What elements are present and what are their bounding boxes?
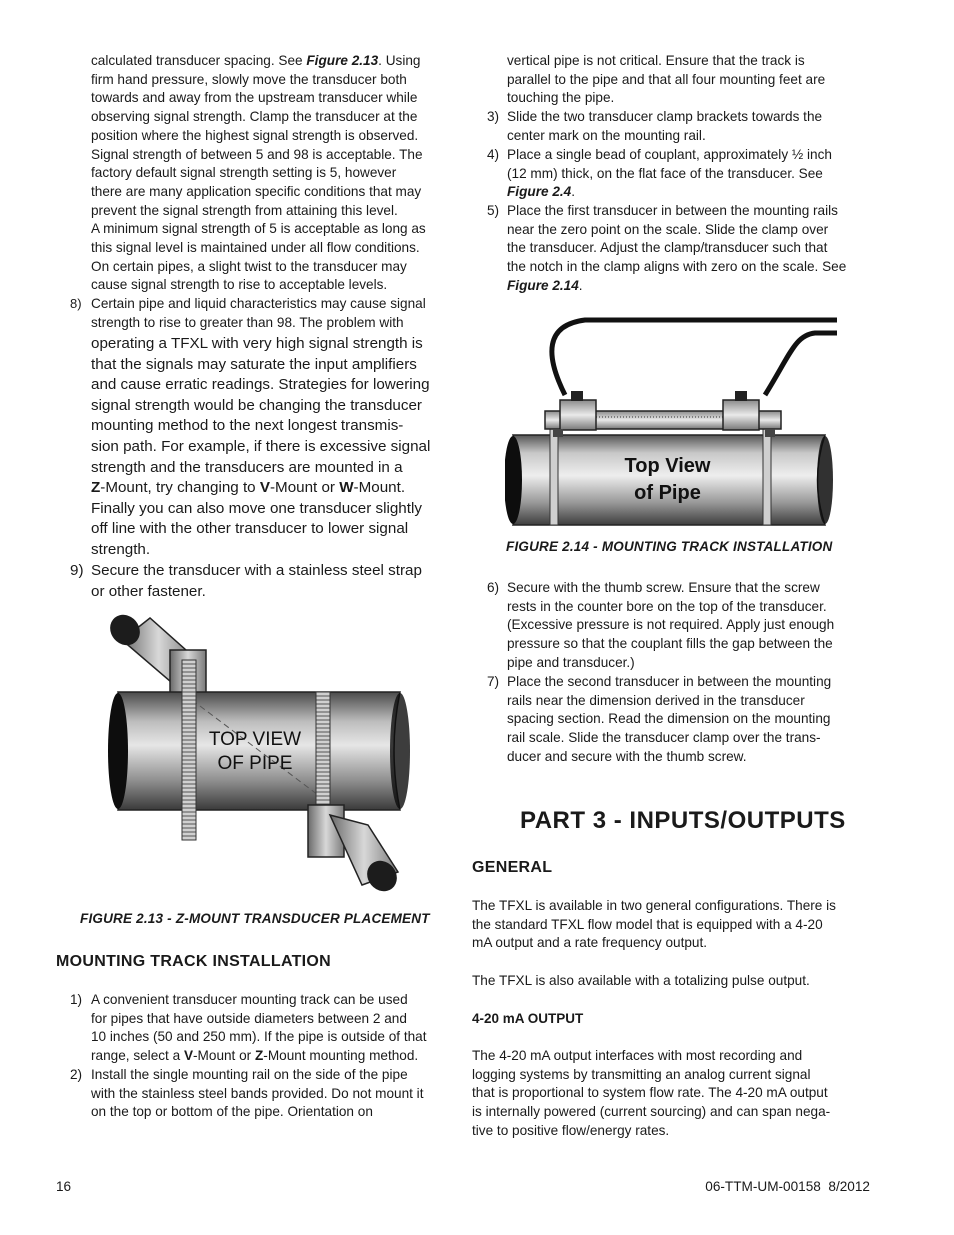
step6-number: 6) [487, 580, 500, 595]
step4-text: Place a single bead of couplant, approximately ½ inch (12 mm) thick, on the flat face of the transducer. See Figure 2.4. [507, 147, 832, 200]
downstream-cable [765, 333, 837, 395]
mount-options-line: Z-Mount, try changing to V-Mount or W-Mount. [91, 479, 406, 497]
figure-2-14-caption: FIGURE 2.14 - MOUNTING TRACK INSTALLATION [506, 539, 833, 554]
page-number: 16 [56, 1179, 72, 1194]
figure-2-14-ref: Figure 2.14 [507, 277, 579, 293]
downstream-clamp [723, 400, 759, 430]
step5-text: Place the first transducer in between the mounting rails near the zero point on the scale. Slide the clamp over the transducer. Adjust the clamp/transducer such that the notch in the clamp aligns with zero on the scale. See Figure 2.14. [507, 203, 847, 293]
figure-2-13-ref: Figure 2.13 [306, 53, 379, 68]
4-20ma-output-heading: 4-20 mA OUTPUT [472, 1011, 584, 1026]
step8-number: 8) [70, 296, 82, 311]
general-paragraph-2: The TFXL is also available with a totalizing pulse output. [472, 973, 810, 988]
part-3-heading: PART 3 - INPUTS/OUTPUTS [520, 807, 846, 834]
figure-2-4-ref: Figure 2.4 [507, 184, 572, 200]
figure-2-13-label: TOP VIEW OF PIPE [208, 729, 302, 774]
right-band [763, 427, 771, 525]
mount-step1-text: A convenient transducer mounting track can be used for pipes that have outside diameters between 2 and 10 inches (50 and 250 mm). If the pipe is outside of that range, select a V-Mount or Z-Mount mounting method. [91, 992, 427, 1064]
left-band [550, 427, 558, 525]
step9-text: Secure the transducer with a stainless steel strap or other fastener. [91, 562, 422, 600]
step7-continuation: calculated transducer spacing. See Figure 2.13. Using firm hand pressure, slowly move the transducer both towards and away from the upstream transducer while observing signal strength. Clamp the transducer at the position where the highest signal strength is observed. Signal strength of between 5 and 98 is acceptable. The factory default signal strength setting is 5, however there are many application specific conditions that may prevent the signal strength from attaining this level. A minimum signal strength of 5 is acceptable as long as this signal level is maintained under all flow conditions. On certain pipes, a slight twist to the transducer may cause signal strength to rise to acceptable levels. [91, 53, 426, 293]
mount-step1-number: 1) [70, 992, 83, 1007]
mounting-track-heading: MOUNTING TRACK INSTALLATION [56, 953, 332, 970]
step2-continuation: vertical pipe is not critical. Ensure that the track is parallel to the pipe and that all four mounting feet are touching the pipe. [507, 53, 826, 106]
step5-number: 5) [487, 203, 500, 218]
4-20ma-output-paragraph: The 4-20 mA output interfaces with most recording and logging systems by transmitting an analog current signal that is proportional to system flow rate. The 4-20 mA output is internally powered (current sourcing) and can span nega- tive to positive flow/energy rates. [472, 1048, 831, 1138]
step9-number: 9) [70, 562, 84, 579]
figure-2-14 [505, 315, 845, 530]
downstream-thumb-screw [735, 391, 747, 401]
upstream-cable [552, 320, 837, 395]
figure-2-14-label: Top View of Pipe [624, 455, 711, 504]
upstream-clamp [560, 400, 596, 430]
mount-step2-number: 2) [70, 1067, 83, 1082]
document-id: 06-TTM-UM-00158 8/2012 [705, 1179, 870, 1194]
step4-number: 4) [487, 147, 500, 162]
general-paragraph-1: The TFXL is available in two general configurations. There is the standard TFXL flow model that is equipped with a 4-20 mA output and a rate frequency output. [472, 898, 836, 951]
step3-number: 3) [487, 109, 500, 124]
figure-2-13-caption: FIGURE 2.13 - Z-MOUNT TRANSDUCER PLACEMENT [80, 911, 430, 926]
figure-2-13 [100, 610, 420, 895]
step7-number: 7) [487, 674, 500, 689]
general-heading: GENERAL [472, 859, 553, 876]
step6-text: Secure with the thumb screw. Ensure that the screw rests in the counter bore on the top of the transducer. (Excessive pressure is not required. Apply just enough pressure so that the couplant fills the gap between the pipe and transducer.) [507, 580, 835, 670]
step8-large-text: operating a TFXL with very high signal strength is that the signals may saturate the input amplifiers and cause erratic readings. Strategies for lowering signal strength would be changing the transducer mounting method to the next longest transmis- sion path. For example, if there is excessive signal strength and the transducers are mounted in a Z-Mount, try changing to V-Mount or W-Mount. Finally you can also move one transducer slightly off line with the other transducer to lower signal strength. [91, 334, 461, 561]
upper-strap [182, 660, 196, 840]
step7-text: Place the second transducer in between the mounting rails near the dimension derived in the transducer spacing section. Read the dimension on the mounting rail scale. Slide the transducer clamp over the trans- ducer and secure with the thumb screw. [507, 674, 832, 764]
step3-text: Slide the two transducer clamp brackets towards the center mark on the mounting rail. [507, 109, 823, 143]
upstream-thumb-screw [571, 391, 583, 401]
mount-step2-text: Install the single mounting rail on the side of the pipe with the stainless steel bands provided. Do not mount it on the top or bottom of the pipe. Orientation on [91, 1067, 424, 1120]
lower-transducer [308, 805, 403, 895]
step8-small-text: Certain pipe and liquid characteristics may cause signal strength to rise to greater than 98. The problem with [91, 296, 426, 330]
